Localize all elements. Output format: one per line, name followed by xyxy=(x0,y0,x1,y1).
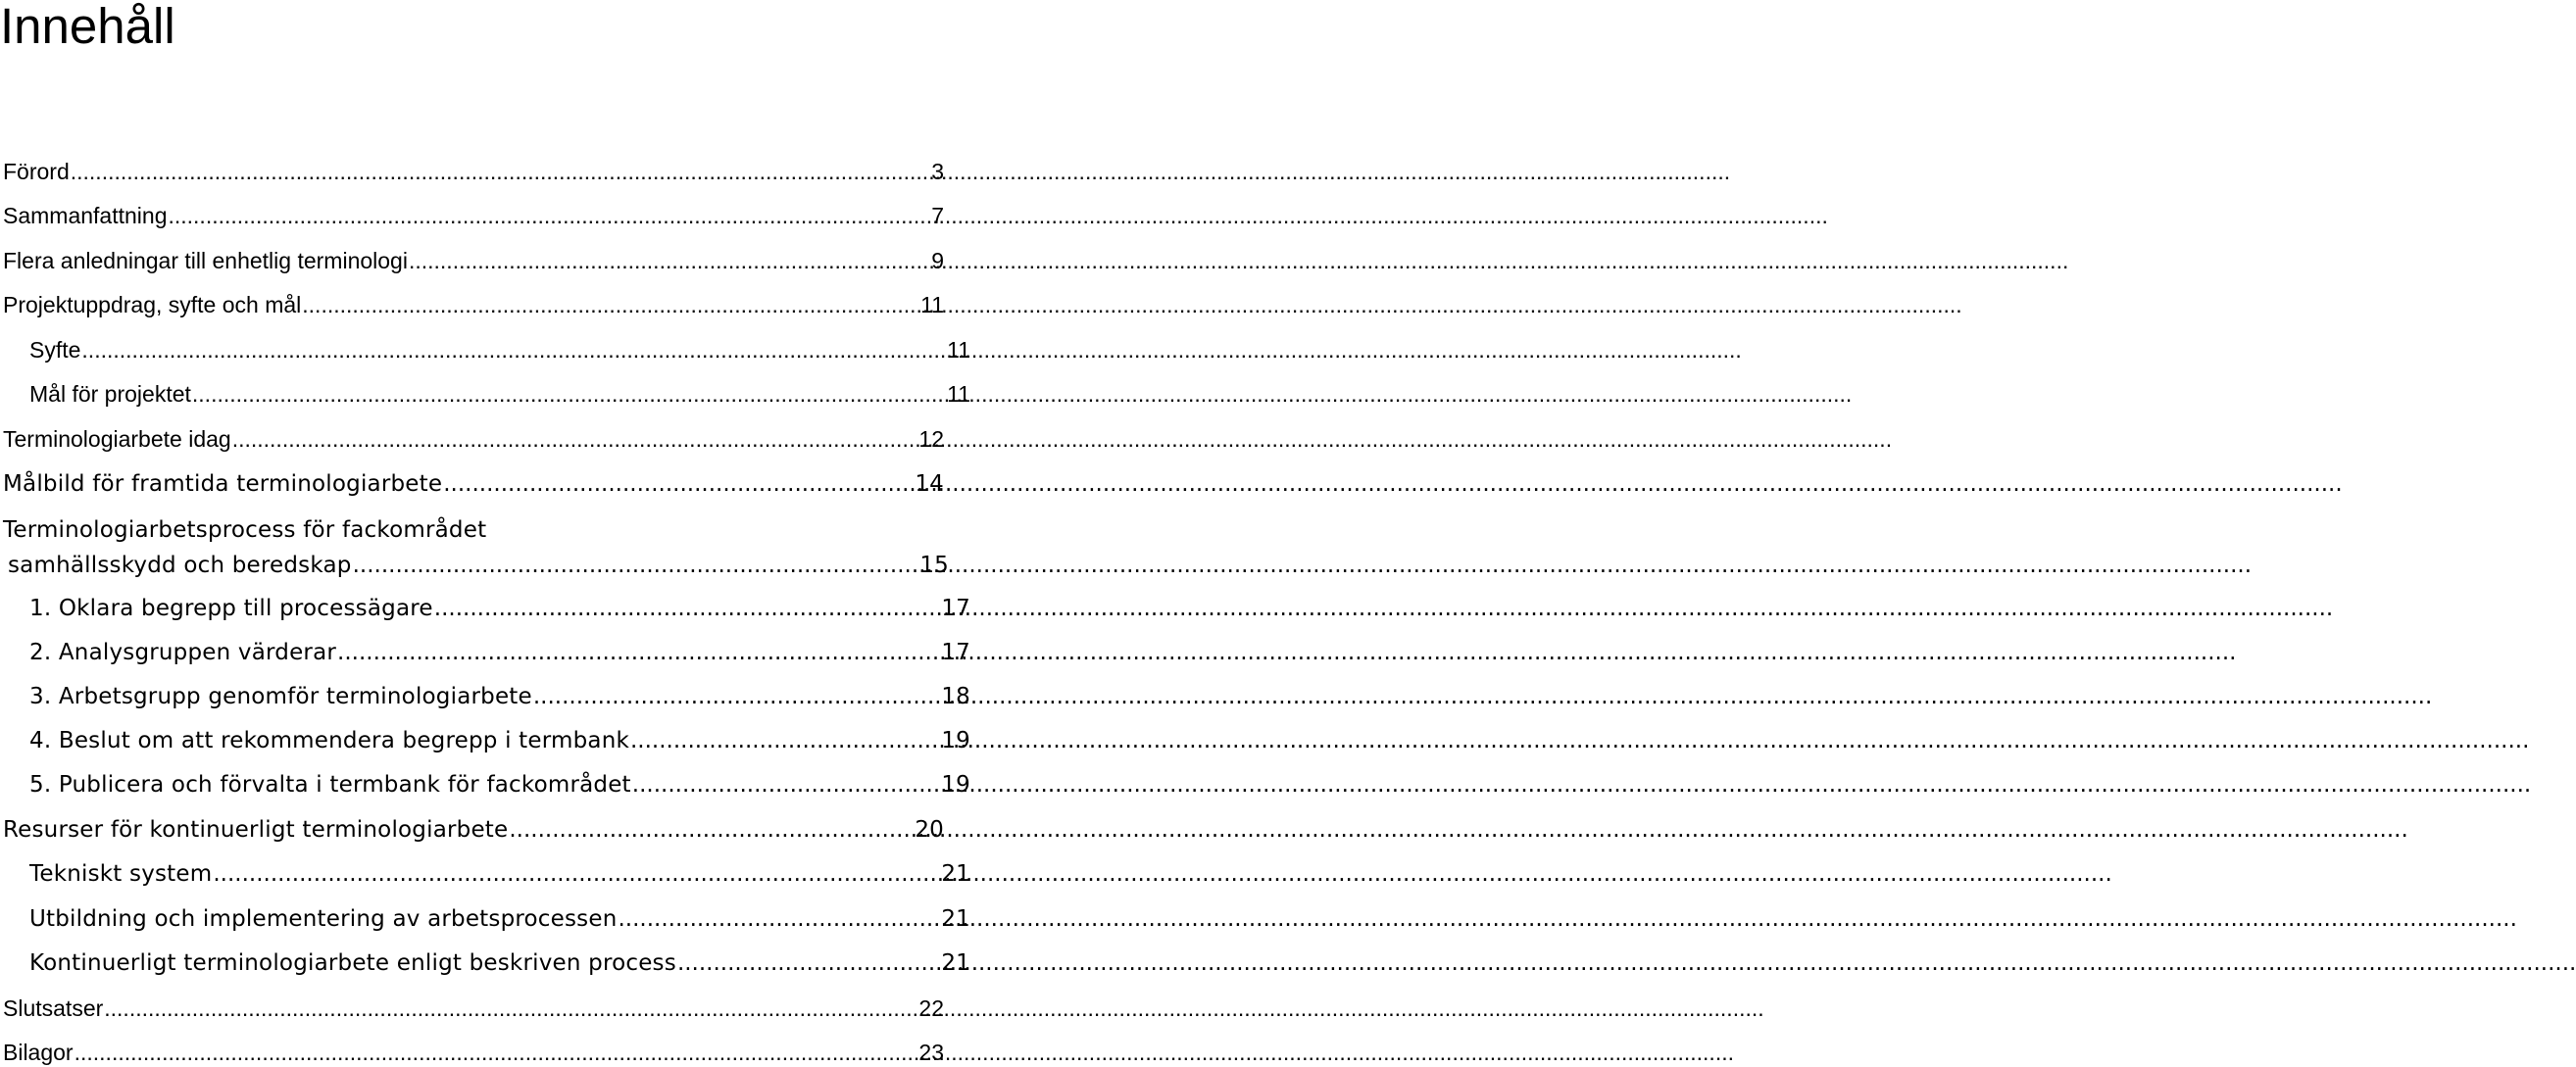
toc-entry-label: samhällsskydd och beredskap xyxy=(8,553,352,578)
toc-entry-bilagor[interactable] xyxy=(0,1032,944,1065)
toc-dot-leader xyxy=(443,471,914,497)
toc-dot-leader xyxy=(632,772,941,798)
toc-entry-slutsatser[interactable] xyxy=(0,988,944,1021)
toc-dot-leader xyxy=(409,248,930,273)
toc-entry-page: 11 xyxy=(947,337,970,363)
toc-dot-leader xyxy=(509,817,914,843)
toc-entry-terminologiarbete-idag[interactable] xyxy=(0,418,944,452)
toc-entry-label: Förord xyxy=(3,159,70,184)
toc-entry-sammanfattning[interactable] xyxy=(0,195,944,228)
toc-dot-leader xyxy=(104,995,917,1021)
toc-entry-label: Terminologiarbete idag xyxy=(3,426,231,452)
toc-entry-projektuppdrag[interactable] xyxy=(0,284,944,317)
toc-dot-leader xyxy=(533,684,940,709)
toc-entry-label: 3. Arbetsgrupp genomför terminologiarbete xyxy=(29,684,532,709)
toc-dot-leader xyxy=(353,553,919,578)
toc-dot-leader xyxy=(71,159,930,184)
toc-entry-syfte[interactable] xyxy=(0,329,970,363)
toc-dot-leader xyxy=(337,640,940,665)
toc-entry-page: 20 xyxy=(915,817,944,843)
toc-dot-leader xyxy=(434,596,941,621)
toc-dot-leader xyxy=(232,426,918,452)
toc-entry-page: 15 xyxy=(919,553,949,578)
toc-dot-leader xyxy=(192,381,946,407)
toc-entry-label: Mål för projektet xyxy=(29,381,191,407)
document-page xyxy=(0,0,970,1067)
toc-entry-flera-anledningar[interactable] xyxy=(0,240,944,273)
toc-entry-page: 19 xyxy=(941,772,970,798)
toc-entry-label: 5. Publicera och förvalta i termbank för fackområdet xyxy=(29,772,631,798)
toc-entry-page: 17 xyxy=(941,640,970,665)
toc-entry-steg-4[interactable] xyxy=(0,720,970,753)
toc-entry-label: Slutsatser xyxy=(3,995,104,1021)
toc-entry-steg-3[interactable] xyxy=(0,676,970,709)
toc-entry-page: 21 xyxy=(941,861,970,887)
toc-dot-leader xyxy=(302,292,919,317)
toc-entry-terminologiarbetsprocess-line1[interactable] xyxy=(0,509,944,543)
toc-entry-utbildning[interactable] xyxy=(0,898,970,932)
toc-entry-label: Syfte xyxy=(29,337,81,363)
toc-entry-tekniskt-system[interactable] xyxy=(0,853,970,887)
toc-entry-page: 19 xyxy=(941,728,970,753)
toc-entry-label: Tekniskt system xyxy=(29,861,213,887)
toc-entry-label: 4. Beslut om att rekommendera begrepp i termbank xyxy=(29,728,629,753)
toc-dot-leader xyxy=(677,950,940,976)
toc-entry-label: Flera anledningar till enhetlig terminologi xyxy=(3,248,408,273)
toc-entry-page: 21 xyxy=(941,906,970,932)
page-title: Innehåll xyxy=(0,0,175,54)
toc-entry-resurser[interactable] xyxy=(0,809,944,843)
toc-dot-leader xyxy=(213,861,940,887)
toc-entry-label: Resurser för kontinuerligt terminologiarbete xyxy=(3,817,509,843)
toc-entry-page: 3 xyxy=(931,159,944,184)
toc-entry-page: 12 xyxy=(918,426,944,452)
toc-entry-steg-2[interactable] xyxy=(0,632,970,665)
toc-entry-steg-1[interactable] xyxy=(0,588,970,621)
toc-dot-leader xyxy=(630,728,940,753)
toc-dot-leader xyxy=(619,906,941,932)
toc-entry-page: 14 xyxy=(915,471,944,497)
toc-entry-label: Projektuppdrag, syfte och mål xyxy=(3,292,302,317)
toc-entry-label-line1: Terminologiarbetsprocess för fackområdet xyxy=(3,517,487,543)
toc-entry-label: 2. Analysgruppen värderar xyxy=(29,640,337,665)
toc-entry-label: 1. Oklara begrepp till processägare xyxy=(29,596,433,621)
toc-entry-forord[interactable] xyxy=(0,151,944,184)
toc-entry-label: Bilagor xyxy=(3,1040,74,1065)
toc-entry-label: Utbildning och implementering av arbetsprocessen xyxy=(29,906,618,932)
toc-entry-page: 9 xyxy=(931,248,944,273)
toc-entry-page: 23 xyxy=(918,1040,944,1065)
toc-entry-page: 11 xyxy=(947,381,970,407)
toc-entry-page: 17 xyxy=(941,596,970,621)
toc-dot-leader xyxy=(81,337,946,363)
toc-entry-steg-5[interactable] xyxy=(0,764,970,798)
toc-entry-label: Sammanfattning xyxy=(3,203,168,228)
toc-dot-leader xyxy=(74,1040,918,1065)
toc-entry-mal-for-projektet[interactable] xyxy=(0,373,970,407)
toc-entry-page: 11 xyxy=(920,292,944,317)
toc-entry-page: 22 xyxy=(918,995,944,1021)
toc-entry-page: 18 xyxy=(941,684,970,709)
toc-entry-page: 21 xyxy=(941,950,970,976)
toc-entry-label: Målbild för framtida terminologiarbete xyxy=(3,471,443,497)
toc-entry-page: 7 xyxy=(931,203,944,228)
toc-entry-malbild[interactable] xyxy=(0,463,944,497)
toc-entry-terminologiarbetsprocess[interactable] xyxy=(0,545,949,578)
toc-entry-label: Kontinuerligt terminologiarbete enligt beskriven process xyxy=(29,950,676,976)
toc-dot-leader xyxy=(168,203,930,228)
table-of-contents xyxy=(0,0,970,1067)
toc-entry-kontinuerligt[interactable] xyxy=(0,943,970,976)
